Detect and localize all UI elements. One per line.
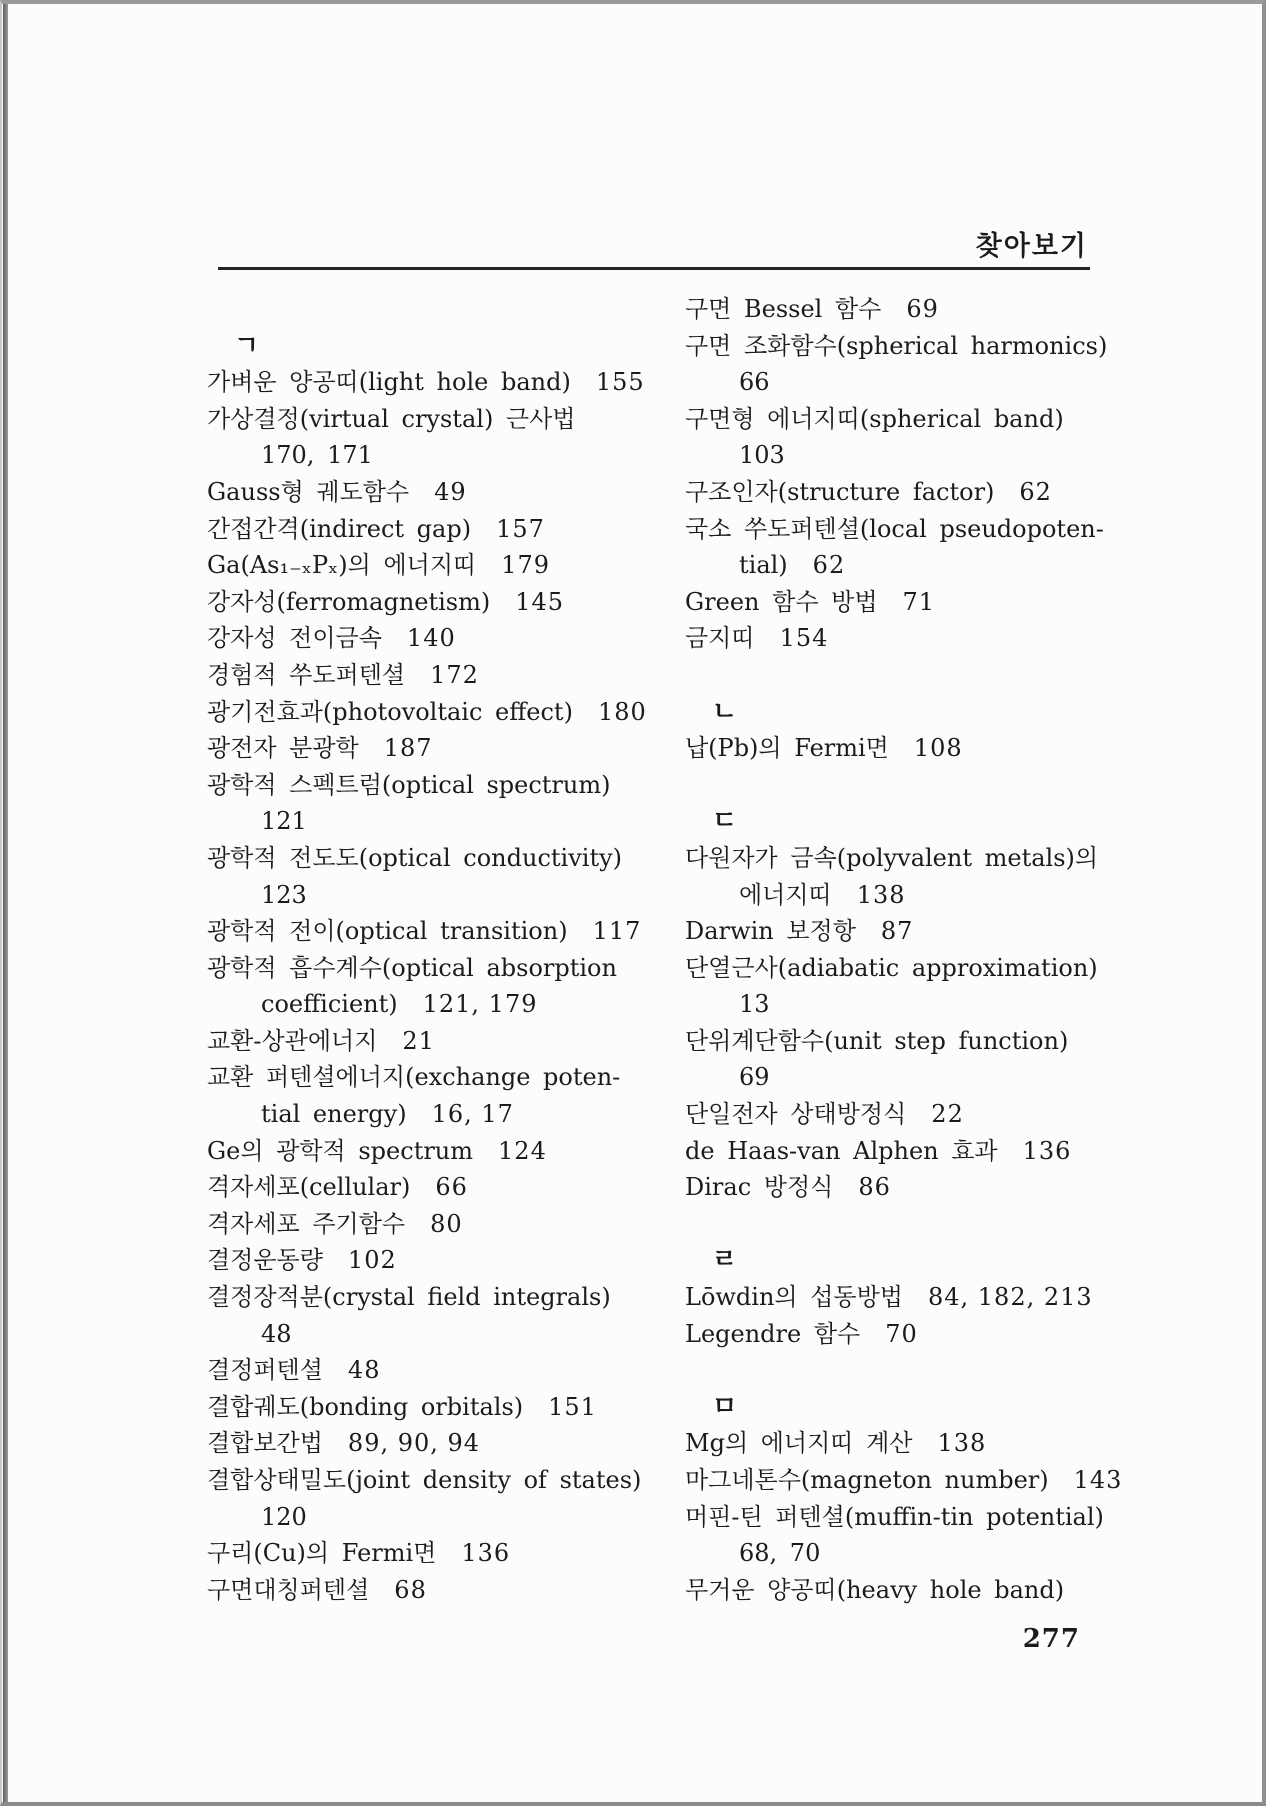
index-content [207, 291, 1123, 1608]
entry-term: tial) [739, 551, 788, 580]
entry-page-numbers: 155 [595, 368, 645, 397]
scan-left-edge [3, 4, 8, 1802]
entry-page-numbers: 124 [498, 1136, 547, 1165]
index-entry [685, 1133, 1090, 1170]
entry-term: 납(Pb)의 Fermi면 [685, 734, 889, 763]
entry-page-numbers: 87 [880, 917, 914, 946]
index-entry-continuation [207, 803, 685, 840]
index-entry [207, 1133, 685, 1170]
entry-page-numbers: 80 [430, 1209, 463, 1238]
entry-page-numbers: 136 [1022, 1136, 1072, 1165]
entry-page-numbers: 157 [496, 514, 545, 543]
index-entry-continuation [207, 877, 685, 914]
index-entry [685, 401, 1090, 438]
entry-page-numbers: 62 [812, 551, 846, 580]
entry-term: 광학적 전도도(optical conductivity) [207, 843, 623, 872]
index-entry [207, 1169, 685, 1206]
entry-term: 에너지띠 [739, 880, 832, 909]
entry-term: Ga(As₁₋ₓPₓ)의 에너지띠 [207, 551, 477, 580]
entry-term: 무거운 양공띠(heavy hole band) [685, 1575, 1065, 1604]
index-entry-continuation [685, 877, 1090, 914]
index-entry [685, 1169, 1090, 1206]
entry-term: 국소 쑤도퍼텐셜(local pseudopoten- [685, 514, 1104, 543]
entry-term: 120 [261, 1502, 307, 1531]
entry-page-numbers: 69 [906, 295, 939, 323]
entry-term: 구조인자(structure factor) [685, 477, 995, 506]
entry-term: Lōwdin의 섭동방법 [685, 1283, 903, 1312]
entry-term: 강자성(ferromagnetism) [207, 587, 491, 616]
index-entry [685, 1096, 1090, 1133]
index-entry [207, 364, 685, 401]
entry-term: 구면형 에너지띠(spherical band) [685, 404, 1064, 433]
index-entry [207, 1389, 685, 1426]
index-entry [685, 913, 1090, 950]
entry-page-numbers: 121, 179 [422, 990, 538, 1019]
entry-term: 121 [261, 807, 307, 836]
entry-page-numbers: 66 [435, 1173, 468, 1202]
entry-term: 170, 171 [261, 441, 373, 470]
entry-page-numbers: 49 [434, 477, 467, 506]
section-letter: ㄱ [234, 330, 260, 361]
entry-term: 단일전자 상태방정식 [685, 1100, 907, 1129]
index-entry [207, 474, 685, 511]
entry-page-numbers: 117 [592, 917, 642, 946]
index-entry [685, 730, 1090, 767]
entry-page-numbers: 86 [858, 1173, 891, 1202]
section-header [685, 803, 1090, 840]
index-entry [685, 1023, 1090, 1060]
entry-term: 격자세포(cellular) [207, 1173, 411, 1202]
index-entry [207, 511, 685, 548]
entry-term: 단위계단함수(unit step function) [685, 1026, 1069, 1055]
entry-term: 광학적 흡수계수(optical absorption [207, 953, 617, 982]
index-entry [207, 1535, 685, 1572]
entry-page-numbers: 179 [501, 551, 550, 580]
entry-term: 48 [261, 1319, 292, 1348]
entry-term: 광학적 전이(optical transition) [207, 917, 568, 946]
entry-page-numbers: 48 [347, 1356, 381, 1385]
entry-page-numbers: 172 [430, 660, 479, 689]
entry-term: tial energy) [261, 1100, 407, 1129]
entry-term: 경험적 쑤도퍼텐셜 [207, 660, 406, 689]
index-entry [685, 950, 1098, 987]
entry-page-numbers: 154 [779, 624, 829, 653]
entry-term: 68, 70 [739, 1539, 821, 1568]
entry-term: 69 [739, 1063, 770, 1092]
entry-page-numbers: 22 [931, 1100, 964, 1129]
index-column-left [207, 291, 685, 1608]
entry-term: 강자성 전이금속 [207, 624, 382, 653]
entry-page-numbers: 71 [902, 587, 936, 616]
entry-term: Mg의 에너지띠 계산 [685, 1429, 913, 1458]
section-header [207, 328, 685, 365]
entry-term: 결정장적분(crystal field integrals) [207, 1283, 611, 1312]
entry-term: Legendre 함수 [685, 1319, 861, 1348]
entry-page-numbers: 151 [548, 1392, 597, 1421]
entry-term: 103 [739, 441, 785, 470]
index-column-right [685, 291, 1123, 1608]
index-entry [207, 840, 685, 877]
entry-term: 마그네톤수(magneton number) [685, 1466, 1049, 1494]
index-entry [685, 1425, 1090, 1462]
entry-term: 가상결정(virtual crystal) 근사법 [207, 404, 576, 433]
entry-term: 66 [739, 368, 770, 397]
entry-term: Ge의 광학적 spectrum [207, 1136, 474, 1165]
index-entry [207, 1462, 685, 1499]
blank-line [685, 767, 1090, 804]
entry-term: Darwin 보정항 [685, 917, 856, 946]
entry-term: Green 함수 방법 [685, 587, 878, 616]
entry-term: de Haas-van Alphen 효과 [685, 1136, 998, 1165]
entry-term: 123 [261, 880, 307, 909]
entry-term: 간접간격(indirect gap) [207, 514, 472, 543]
entry-term: Dirac 방정식 [685, 1173, 834, 1202]
entry-term: 다원자가 금속(polyvalent metals)의 [685, 843, 1099, 872]
index-entry [207, 694, 685, 731]
index-entry [207, 730, 685, 767]
entry-term: 13 [739, 990, 770, 1019]
index-entry-continuation [685, 547, 1090, 584]
index-entry [207, 620, 685, 657]
entry-page-numbers: 84, 182, 213 [927, 1283, 1093, 1312]
blank-line [685, 1352, 1090, 1389]
entry-page-numbers: 21 [402, 1026, 435, 1055]
entry-page-numbers: 138 [856, 880, 906, 909]
entry-term: 가벼운 양공띠(light hole band) [207, 368, 571, 397]
index-entry [207, 584, 685, 621]
entry-page-numbers: 68 [394, 1575, 427, 1604]
index-entry [685, 328, 1108, 365]
index-entry-continuation [207, 1499, 685, 1536]
entry-page-numbers: 187 [383, 734, 433, 763]
entry-term: 광전자 분광학 [207, 734, 359, 763]
index-entry [685, 584, 1090, 621]
header-rule [218, 267, 1090, 270]
index-entry [207, 1023, 685, 1060]
entry-term: 교환 퍼텐셜에너지(exchange poten- [207, 1063, 621, 1092]
index-entry-continuation [685, 364, 1090, 401]
index-entry [207, 1279, 685, 1316]
entry-page-numbers: 180 [597, 697, 647, 726]
section-header [685, 694, 1090, 731]
section-header [685, 1242, 1090, 1279]
index-entry-continuation [685, 1059, 1090, 1096]
entry-term: 결합보간법 [207, 1429, 323, 1458]
index-entry [207, 547, 685, 584]
entry-page-numbers: 136 [461, 1539, 511, 1568]
entry-term: coefficient) [261, 990, 398, 1019]
index-entry [207, 1572, 685, 1609]
section-header [685, 1389, 1090, 1426]
index-entry [685, 1316, 1090, 1353]
index-entry [685, 1499, 1104, 1536]
entry-term: 구리(Cu)의 Fermi면 [207, 1539, 437, 1568]
index-entry [207, 401, 685, 438]
entry-page-numbers: 143 [1073, 1466, 1123, 1494]
entry-page-numbers: 145 [515, 587, 565, 616]
section-letter: ㄹ [712, 1245, 738, 1276]
entry-term: 금지띠 [685, 624, 755, 653]
entry-page-numbers: 138 [937, 1429, 987, 1458]
index-entry [207, 1242, 685, 1279]
index-entry [685, 840, 1099, 877]
entry-term: 결정퍼텐셜 [207, 1356, 323, 1385]
section-letter: ㅁ [712, 1391, 738, 1422]
section-letter: ㄷ [712, 806, 738, 837]
index-entry [685, 474, 1090, 511]
index-entry [207, 657, 685, 694]
index-entry-continuation [207, 437, 685, 474]
blank-line [685, 657, 1090, 694]
index-entry-continuation [207, 986, 685, 1023]
entry-page-numbers: 108 [913, 734, 963, 763]
entry-page-numbers: 140 [406, 624, 456, 653]
entry-term: 결합궤도(bonding orbitals) [207, 1392, 524, 1421]
index-entry-continuation [685, 1535, 1090, 1572]
index-entry [207, 1206, 685, 1243]
page-number: 277 [1022, 1624, 1080, 1654]
entry-term: 구면대칭퍼텐셜 [207, 1575, 370, 1604]
entry-term: 광학적 스펙트럼(optical spectrum) [207, 770, 611, 799]
index-entry-continuation [207, 1096, 685, 1133]
entry-term: 결합상태밀도(joint density of states) [207, 1466, 642, 1494]
index-entry [685, 1462, 1123, 1499]
entry-term: 교환-상관에너지 [207, 1026, 378, 1055]
entry-page-numbers: 16, 17 [431, 1100, 514, 1129]
entry-page-numbers: 70 [885, 1319, 918, 1348]
index-entry [685, 620, 1090, 657]
index-entry [685, 1279, 1093, 1316]
index-entry-continuation [685, 986, 1090, 1023]
index-entry-continuation [685, 437, 1090, 474]
entry-page-numbers: 89, 90, 94 [347, 1429, 481, 1458]
entry-term: Gauss형 궤도함수 [207, 477, 410, 506]
entry-term: 격자세포 주기함수 [207, 1209, 406, 1238]
index-entry [685, 511, 1104, 548]
index-entry-continuation [207, 1316, 685, 1353]
entry-term: 머핀-틴 퍼텐셜(muffin-tin potential) [685, 1502, 1104, 1531]
entry-page-numbers: 102 [347, 1246, 397, 1275]
entry-term: 단열근사(adiabatic approximation) [685, 953, 1098, 982]
index-entry [207, 1352, 685, 1389]
index-entry [685, 1572, 1090, 1609]
entry-term: 구면 Bessel 함수 [685, 295, 882, 323]
index-entry [685, 291, 1090, 328]
entry-term: 결정운동량 [207, 1246, 323, 1275]
entry-page-numbers: 62 [1019, 477, 1052, 506]
entry-term: 광기전효과(photovoltaic effect) [207, 697, 573, 726]
index-entry [207, 767, 685, 804]
index-entry [207, 1425, 685, 1462]
section-letter: ㄴ [712, 696, 738, 727]
index-entry [207, 950, 685, 987]
entry-term: 구면 조화함수(spherical harmonics) [685, 331, 1108, 360]
blank-line [207, 291, 685, 328]
index-entry [207, 1059, 685, 1096]
blank-line [685, 1206, 1090, 1243]
index-entry [207, 913, 685, 950]
page-title: 찾아보기 [975, 231, 1088, 262]
